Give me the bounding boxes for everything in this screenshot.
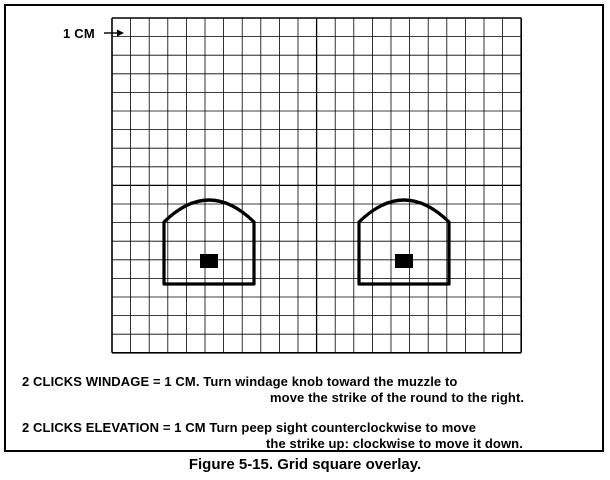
windage-instruction-line1: 2 CLICKS WINDAGE = 1 CM. Turn windage knob toward the muzzle to <box>22 374 458 389</box>
figure-caption: Figure 5-15. Grid square overlay. <box>188 456 422 473</box>
elevation-instruction-line2: the strike up: clockwise to move it down. <box>266 436 523 451</box>
aiming-square-1 <box>200 254 218 268</box>
windage-instruction-line2: move the strike of the round to the right. <box>270 390 525 405</box>
target-silhouette-1 <box>164 200 254 284</box>
scale-label: 1 CM <box>63 26 95 41</box>
grid-lines <box>112 18 521 353</box>
elevation-instruction-line1: 2 CLICKS ELEVATION = 1 CM Turn peep sight counterclockwise to move <box>22 420 477 435</box>
targets <box>164 200 449 284</box>
scale-arrow <box>104 30 124 37</box>
aiming-square-2 <box>395 254 413 268</box>
